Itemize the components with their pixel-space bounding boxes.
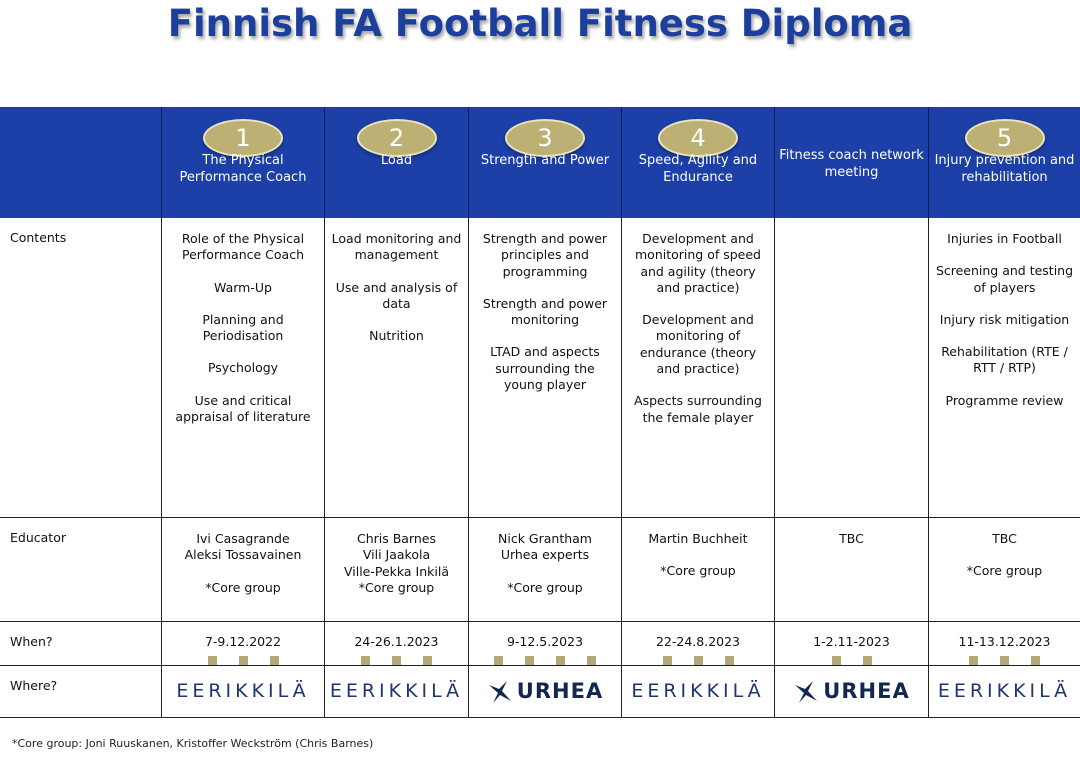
content-item: LTAD and aspects surrounding the young player [490, 344, 600, 393]
module-title: Strength and Power [480, 153, 610, 168]
row-label-contents: Contents [0, 218, 162, 518]
spacer [626, 547, 770, 563]
contents-cell [162, 218, 325, 518]
day-markers [929, 656, 1080, 665]
eerikkila-logo: EERIKKILÄ [329, 680, 464, 703]
eerikkila-logo: EERIKKILÄ [631, 680, 765, 703]
educator-cell [469, 518, 622, 622]
contents-cell [622, 218, 775, 518]
spacer [933, 547, 1076, 563]
module-header [162, 107, 325, 218]
content-item: Strength and power principles and programming [482, 231, 608, 279]
module-number-badge: 4 [658, 119, 738, 157]
day-markers [469, 656, 621, 665]
when-cell [775, 622, 929, 666]
educator-name: Chris Barnes [356, 531, 437, 546]
educator-cell [622, 518, 775, 622]
module-header [325, 107, 469, 218]
day-markers [775, 656, 928, 665]
session-dates: 9-12.5.2023 [506, 634, 584, 649]
day-marker [1000, 656, 1009, 665]
module-title: Load [380, 153, 413, 168]
spacer [166, 564, 320, 580]
core-group-note: *Core group [507, 579, 583, 595]
location-name: URHEA [516, 679, 604, 704]
session-dates: 11-13.12.2023 [958, 634, 1051, 649]
content-item: Use and analysis of data [335, 279, 458, 311]
session-dates: 7-9.12.2022 [204, 634, 282, 649]
module-title: Injury prevention and rehabilitation [934, 153, 1075, 185]
content-item: Nutrition [369, 328, 424, 344]
where-cell [469, 666, 622, 718]
urhea-bird-icon [487, 679, 513, 705]
session-dates: 22-24.8.2023 [655, 634, 741, 649]
core-group-note: *Core group [205, 579, 281, 595]
contents-cell [325, 218, 469, 518]
urhea-logo [487, 679, 603, 705]
day-marker [392, 656, 401, 665]
contents-cell [929, 218, 1080, 518]
educator-cell [929, 518, 1080, 622]
module-title: Fitness coach network meeting [779, 148, 924, 180]
content-item: Psychology [207, 360, 279, 376]
where-cell [325, 666, 469, 718]
content-item: Injury risk mitigation [939, 311, 1070, 327]
eerikkila-logo: EERIKKILÄ [937, 680, 1072, 703]
day-marker [725, 656, 734, 665]
row-label-educator: Educator [0, 518, 162, 622]
spacer [473, 564, 617, 580]
day-markers [162, 656, 324, 665]
where-cell [775, 666, 929, 718]
where-cell [929, 666, 1080, 718]
where-cell [162, 666, 325, 718]
module-header [775, 107, 929, 218]
educator-name: Nick Grantham [498, 531, 592, 546]
core-group-note: *Core group [966, 563, 1043, 579]
content-item: Strength and power monitoring [482, 295, 608, 328]
day-marker [832, 656, 841, 665]
educator-name: Vili Jaakola [362, 547, 431, 563]
row-label-when: When? [0, 622, 162, 666]
educator-name: TBC [992, 531, 1017, 546]
module-title: The Physical Performance Coach [179, 153, 307, 185]
content-item: Role of the Physical Performance Coach [181, 231, 305, 263]
when-cell [469, 622, 622, 666]
content-item: Load monitoring and management [331, 231, 462, 263]
urhea-bird-icon [793, 679, 819, 705]
content-item: Aspects surrounding the female player [634, 393, 762, 425]
day-marker [587, 656, 596, 665]
where-cell [622, 666, 775, 718]
page-title: Finnish FA Football Fitness Diploma [167, 2, 913, 45]
session-dates: 1-2.11-2023 [813, 634, 890, 649]
when-cell [325, 622, 469, 666]
educator-cell [325, 518, 469, 622]
educator-name: Ville-Pekka Inkilä [343, 563, 450, 579]
module-number-badge: 3 [505, 119, 585, 157]
when-cell [162, 622, 325, 666]
content-item: Planning and Periodisation [202, 311, 284, 344]
day-marker [270, 656, 279, 665]
content-item: Use and critical appraisal of literature [175, 392, 311, 425]
day-marker [1031, 656, 1040, 665]
content-item: Injuries in Football [947, 231, 1062, 246]
when-cell [622, 622, 775, 666]
contents-cell [775, 218, 929, 518]
diploma-table [0, 107, 1080, 718]
urhea-logo [793, 679, 909, 705]
day-marker [694, 656, 703, 665]
day-marker [663, 656, 672, 665]
day-marker [525, 656, 534, 665]
module-number-badge: 2 [357, 119, 437, 157]
header-corner [0, 107, 162, 218]
day-marker [361, 656, 370, 665]
content-item: Screening and testing of players [935, 263, 1074, 295]
content-item: Programme review [945, 392, 1064, 408]
session-dates: 24-26.1.2023 [354, 634, 439, 649]
day-marker [556, 656, 565, 665]
module-title: Speed, Agility and Endurance [638, 153, 758, 185]
core-group-footnote: *Core group: Joni Ruuskanen, Kristoffer Weckström (Chris Barnes) [12, 737, 374, 750]
module-header [469, 107, 622, 218]
content-item: Warm-Up [214, 279, 272, 295]
module-header [622, 107, 775, 218]
contents-cell [469, 218, 622, 518]
day-marker [969, 656, 978, 665]
content-item: Development and monitoring of speed and agility (theory and practice) [635, 231, 761, 295]
day-marker [494, 656, 503, 665]
educator-name: Ivi Casagrande [196, 531, 290, 546]
content-item: Development and monitoring of endurance (theory and practice) [639, 312, 757, 377]
educator-cell [162, 518, 325, 622]
day-markers [622, 656, 774, 665]
educator-cell [775, 518, 929, 622]
day-marker [863, 656, 872, 665]
content-item: Rehabilitation (RTE / RTT / RTP) [941, 344, 1068, 376]
core-group-note: *Core group [660, 563, 736, 579]
when-cell [929, 622, 1080, 666]
educator-name: Martin Buchheit [648, 531, 748, 546]
day-marker [208, 656, 217, 665]
day-marker [423, 656, 432, 665]
educator-name: TBC [839, 531, 864, 546]
educator-name: Aleksi Tossavainen [184, 547, 302, 563]
day-marker [239, 656, 248, 665]
module-header [929, 107, 1080, 218]
core-group-note: *Core group [358, 579, 435, 595]
module-number-badge: 5 [965, 119, 1045, 157]
row-label-where: Where? [0, 666, 162, 718]
educator-name: Urhea experts [500, 547, 590, 563]
location-name: URHEA [823, 679, 910, 704]
day-markers [325, 656, 468, 665]
module-number-badge: 1 [203, 119, 283, 157]
eerikkila-logo: EERIKKILÄ [176, 680, 310, 703]
